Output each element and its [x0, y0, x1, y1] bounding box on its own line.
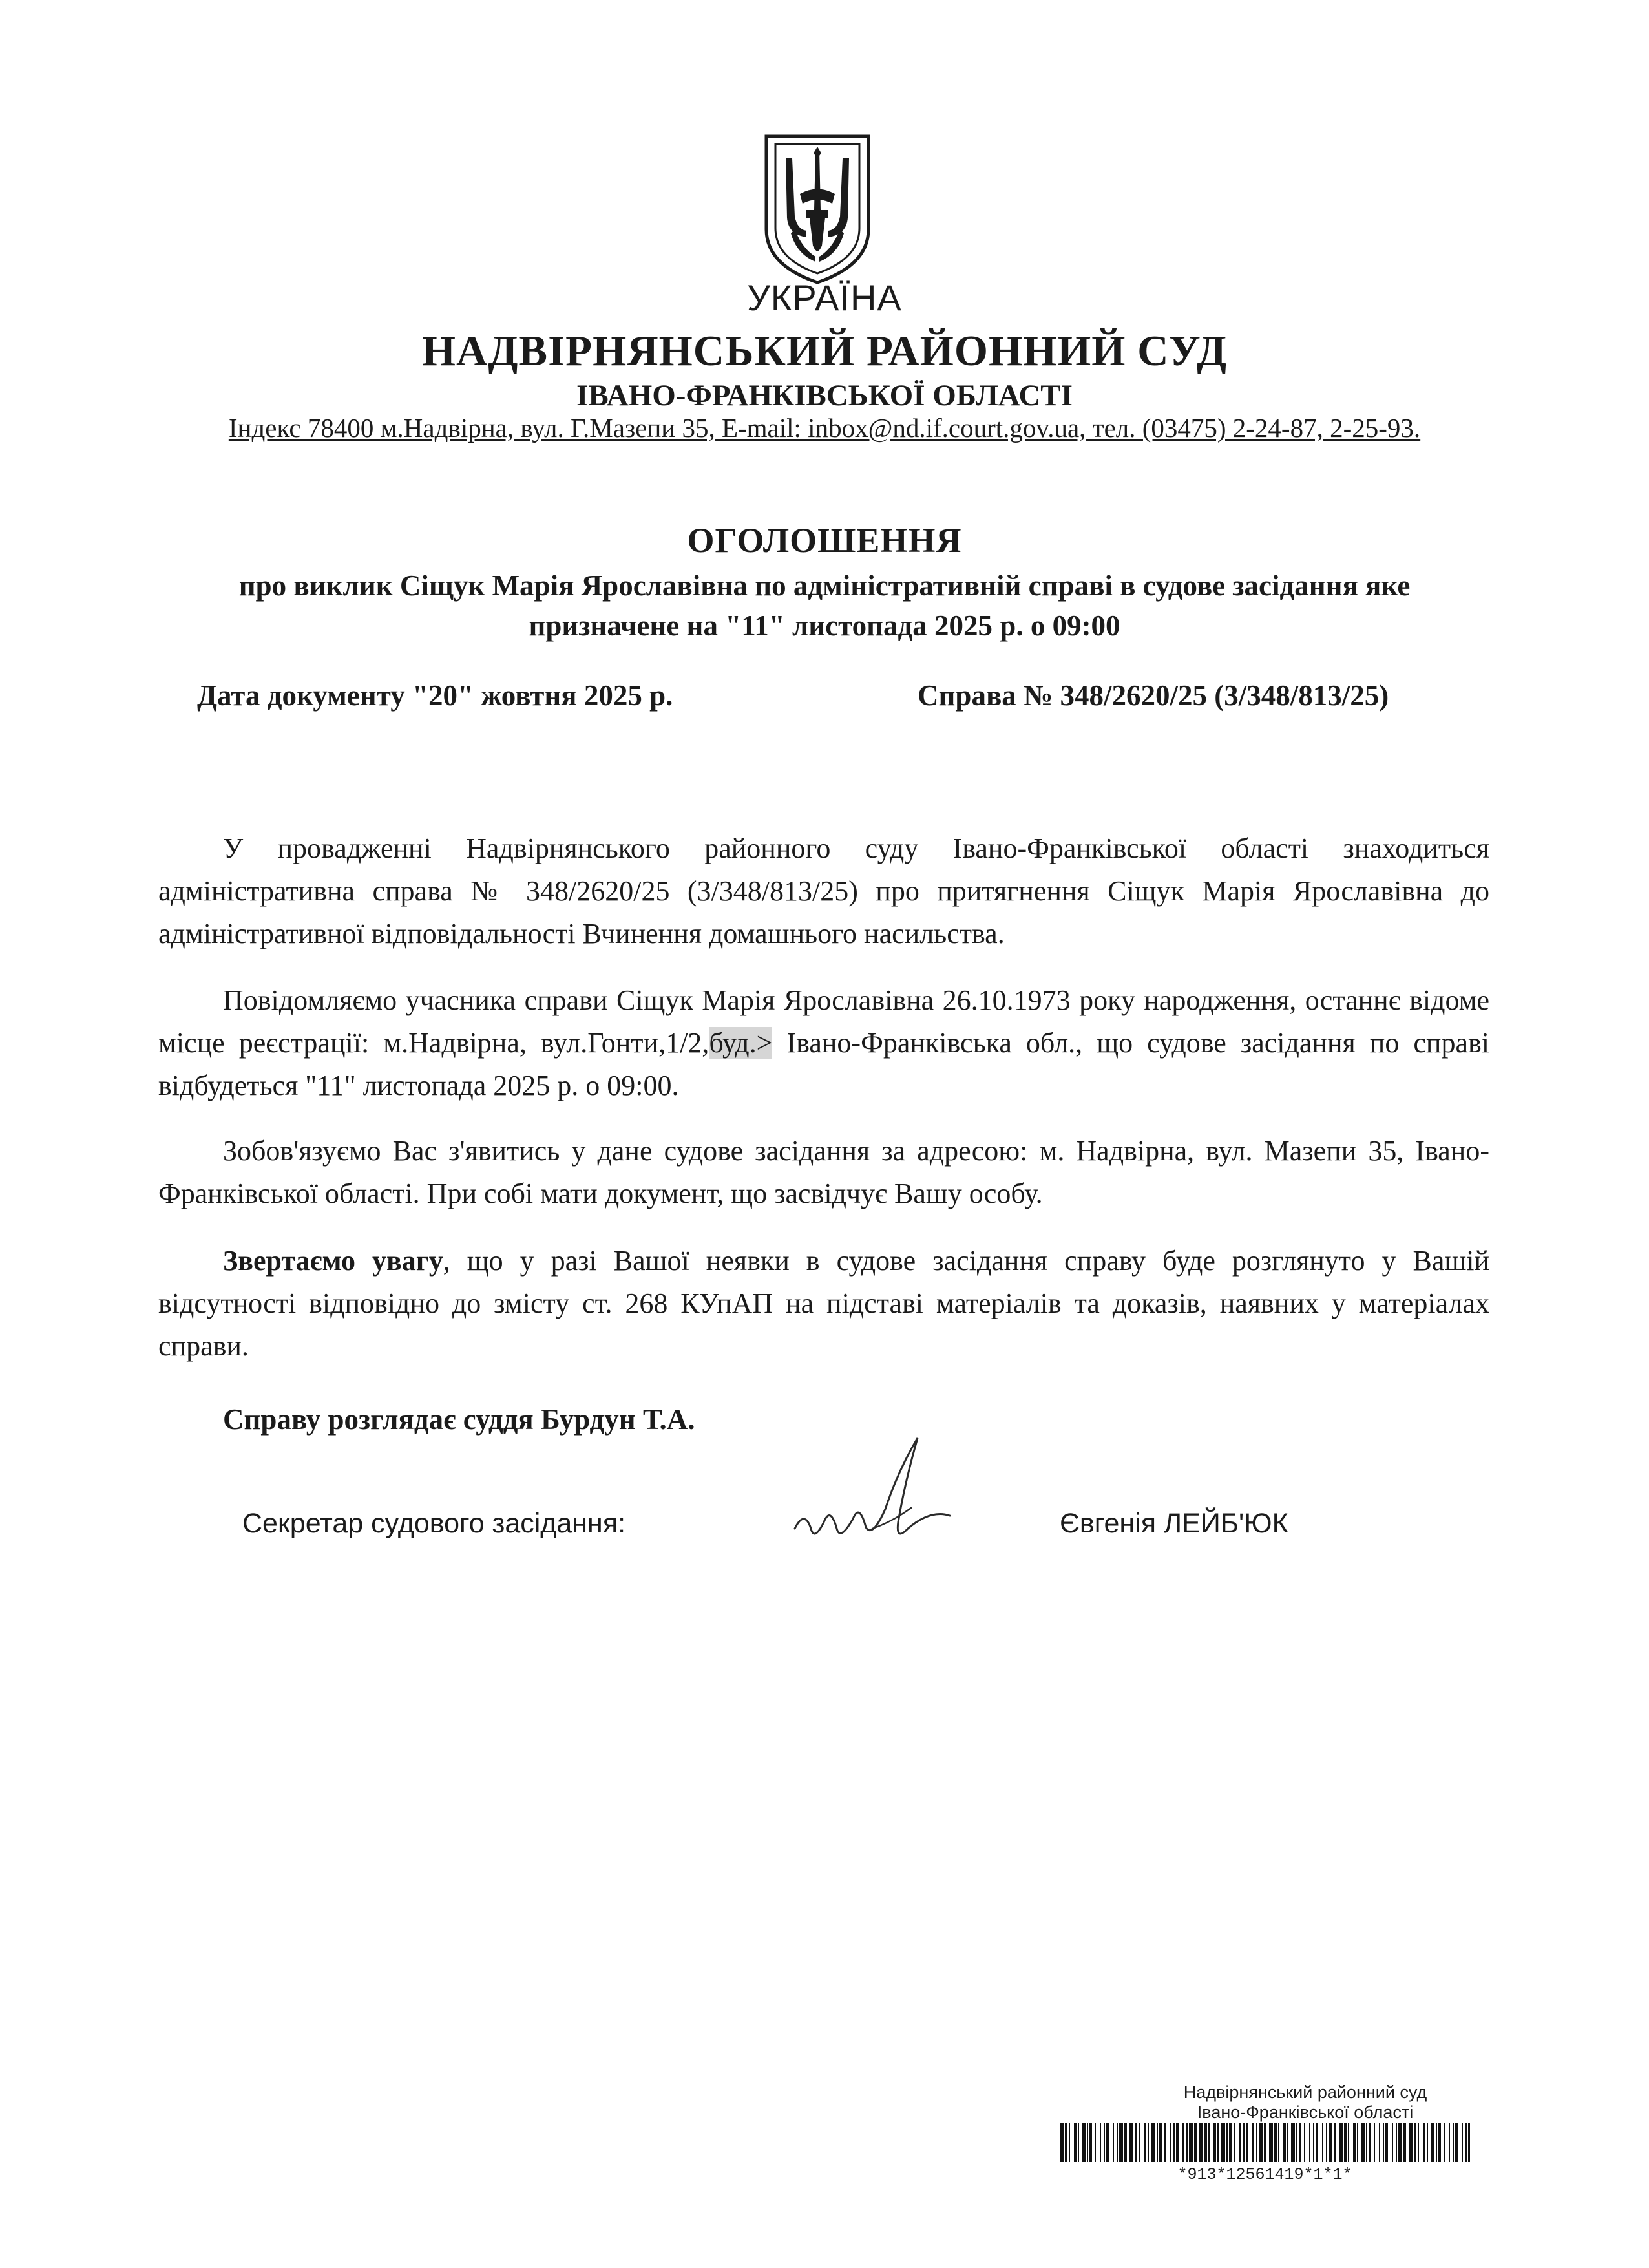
paragraph-notification	[158, 979, 1489, 1107]
barcode-bar	[1374, 2123, 1375, 2162]
barcode-bar	[1409, 2123, 1413, 2162]
barcode-bar	[1139, 2123, 1140, 2162]
case-number: Справа № 348/2620/25 (3/348/813/25)	[918, 679, 1389, 712]
barcode-bar	[1322, 2123, 1323, 2162]
subtitle-line-2: призначене на "11" листопада 2025 р. о 09:00	[529, 609, 1120, 642]
barcode-bar	[1148, 2123, 1149, 2162]
barcode-bar	[1204, 2123, 1207, 2162]
barcode-bar	[1299, 2123, 1301, 2162]
barcode-bar	[1256, 2123, 1257, 2162]
barcode-bar	[1234, 2123, 1235, 2162]
barcode-bar	[1243, 2123, 1245, 2162]
barcode-bar	[1159, 2123, 1162, 2162]
barcode-bar	[1339, 2123, 1343, 2162]
stamp-court-region: Івано-Франківської області	[1197, 2103, 1414, 2122]
barcode-bar	[1361, 2123, 1365, 2162]
barcode-bar	[1173, 2123, 1175, 2162]
barcode-bar	[1427, 2123, 1428, 2162]
barcode-bar	[1418, 2123, 1419, 2162]
barcode-bar	[1259, 2123, 1263, 2162]
barcode-bar	[1221, 2123, 1225, 2162]
barcode-bar	[1199, 2123, 1203, 2162]
barcode-bar	[1189, 2123, 1193, 2162]
barcode-bar	[1060, 2123, 1064, 2162]
barcode-bar	[1069, 2123, 1070, 2162]
paragraph-warning	[158, 1240, 1489, 1368]
barcode-bar	[1164, 2123, 1166, 2162]
barcode-bar	[1379, 2123, 1380, 2162]
barcode-bar	[1396, 2123, 1397, 2162]
barcode	[1060, 2123, 1470, 2162]
barcode-bar	[1119, 2123, 1123, 2162]
barcode-bar	[1269, 2123, 1273, 2162]
barcode-bar	[1274, 2123, 1277, 2162]
barcode-bar	[1449, 2123, 1450, 2162]
barcode-bar	[1436, 2123, 1437, 2162]
barcode-bar	[1383, 2123, 1384, 2162]
barcode-bar	[1170, 2123, 1171, 2162]
barcode-bar	[1296, 2123, 1297, 2162]
subtitle-line-1: про виклик Сіщук Марія Ярославівна по адміністративній справі в судове засідання яке	[238, 569, 1411, 602]
barcode-bar	[1095, 2123, 1096, 2162]
barcode-bar	[1104, 2123, 1105, 2162]
highlighted-address-fragment: буд.>	[709, 1027, 773, 1059]
court-name: НАДВІРНЯНСЬКИЙ РАЙОННИЙ СУД	[421, 327, 1228, 375]
barcode-bar	[1208, 2123, 1210, 2162]
judge-line: Справу розглядає суддя Бурдун Т.А.	[223, 1403, 695, 1436]
document-subtitle	[129, 566, 1520, 646]
barcode-bar	[1217, 2123, 1219, 2162]
secretary-label: Секретар судового засідання:	[242, 1508, 626, 1539]
country-name: УКРАЇНА	[747, 277, 902, 318]
warning-emphasis: Звертаємо увагу	[223, 1245, 443, 1277]
barcode-bar	[1144, 2123, 1146, 2162]
barcode-bar	[1078, 2123, 1079, 2162]
handwritten-signature	[775, 1432, 969, 1561]
barcode-bar	[1392, 2123, 1393, 2162]
barcode-bar	[1465, 2123, 1467, 2162]
barcode-bar	[1283, 2123, 1286, 2162]
barcode-bar	[1423, 2123, 1425, 2162]
barcode-bar	[1304, 2123, 1305, 2162]
barcode-bar	[1353, 2123, 1356, 2162]
barcode-bar	[1113, 2123, 1114, 2162]
barcode-bar	[1438, 2123, 1441, 2162]
barcode-bar	[1455, 2123, 1458, 2162]
barcode-bar	[1106, 2123, 1109, 2162]
barcode-bar	[1287, 2123, 1288, 2162]
barcode-bar	[1414, 2123, 1416, 2162]
document-title: ОГОЛОШЕННЯ	[687, 521, 962, 560]
barcode-bar	[1213, 2123, 1216, 2162]
paragraph-proceedings: У провадженні Надвірнянського районного суду Івано-Франківської області знаходиться адміністративна справа № 348/2620/25 (3/348/813/25) про притягнення Сіщук Марія Ярославівна до адміністративної відповідальності Вчинення домашнього насильства.	[158, 832, 1489, 949]
court-address: Індекс 78400 м.Надвірна, вул. Г.Мазепи 35, E-mail: inbox@nd.if.court.gov.ua, тел. (03475) 2-24-87, 2-25-93.	[228, 413, 1421, 443]
barcode-bar	[1117, 2123, 1118, 2162]
barcode-bar	[1074, 2123, 1077, 2162]
warning-text: , що у разі Вашої неявки в судове засідання справу буде розглянуто у Вашій відсутності відповідно до змісту ст. 268 КУпАП на підставі матеріалів та доказів, наявних у матеріалах справи.	[158, 1245, 1490, 1362]
barcode-bar	[1264, 2123, 1266, 2162]
document-date: Дата документу "20" жовтня 2025 р.	[197, 679, 673, 712]
barcode-number: *913*12561419*1*1*	[1177, 2165, 1352, 2184]
barcode-bar	[1309, 2123, 1310, 2162]
barcode-bar	[1246, 2123, 1248, 2162]
barcode-bar	[1316, 2123, 1318, 2162]
barcode-bar	[1100, 2123, 1101, 2162]
barcode-bar	[1151, 2123, 1155, 2162]
notification-text-continued: Івано-Франківська обл., що судове засідання по справі відбудеться "11" листопада 2025 р. о 09:00.	[158, 1027, 1489, 1101]
barcode-bar	[1453, 2123, 1454, 2162]
barcode-bar	[1334, 2123, 1336, 2162]
barcode-bar	[1357, 2123, 1358, 2162]
barcode-bar	[1176, 2123, 1179, 2162]
barcode-bar	[1194, 2123, 1197, 2162]
tryzub-coat-of-arms-icon	[761, 132, 874, 286]
barcode-bar	[1326, 2123, 1327, 2162]
barcode-bar	[1444, 2123, 1445, 2162]
barcode-bar	[1186, 2123, 1188, 2162]
barcode-bar	[1089, 2123, 1092, 2162]
barcode-bar	[1462, 2123, 1463, 2162]
notification-text: Повідомляємо учасника справи Сіщук Марія Ярославівна 26.10.1973 року народження, останнє відоме місце реєстрації: м.Надвірна, вул.Гонти,1/2,	[158, 984, 1489, 1059]
barcode-bar	[1157, 2123, 1158, 2162]
barcode-bar	[1226, 2123, 1228, 2162]
stamp-court-name: Надвірнянський районний суд	[1183, 2083, 1427, 2102]
barcode-bar	[1431, 2123, 1434, 2162]
barcode-bar	[1278, 2123, 1279, 2162]
barcode-bar	[1129, 2123, 1133, 2162]
barcode-bar	[1135, 2123, 1137, 2162]
barcode-bar	[1329, 2123, 1332, 2162]
barcode-bar	[1344, 2123, 1347, 2162]
barcode-bar	[1065, 2123, 1067, 2162]
barcode-bar	[1182, 2123, 1184, 2162]
barcode-bar	[1366, 2123, 1367, 2162]
barcode-bar	[1124, 2123, 1127, 2162]
barcode-bar	[1291, 2123, 1295, 2162]
barcode-bar	[1369, 2123, 1371, 2162]
barcode-bar	[1229, 2123, 1232, 2162]
paragraph-obligation: Зобов'язуємо Вас з'явитись у дане судове засідання за адресою: м. Надвірна, вул. Мазепи 35, Івано-Франківської області. При собі мати документ, що засвідчує Вашу особу.	[158, 1135, 1489, 1209]
barcode-bar	[1087, 2123, 1088, 2162]
barcode-bar	[1313, 2123, 1314, 2162]
barcode-bar	[1252, 2123, 1254, 2162]
barcode-bar	[1385, 2123, 1388, 2162]
barcode-bar	[1468, 2123, 1470, 2162]
barcode-bar	[1082, 2123, 1086, 2162]
barcode-bar	[1239, 2123, 1241, 2162]
secretary-name: Євгенія ЛЕЙБ'ЮК	[1060, 1508, 1288, 1539]
barcode-bar	[1398, 2123, 1402, 2162]
court-region: ІВАНО-ФРАНКІВСЬКОЇ ОБЛАСТІ	[576, 379, 1073, 412]
barcode-bar	[1348, 2123, 1349, 2162]
barcode-bar	[1403, 2123, 1406, 2162]
